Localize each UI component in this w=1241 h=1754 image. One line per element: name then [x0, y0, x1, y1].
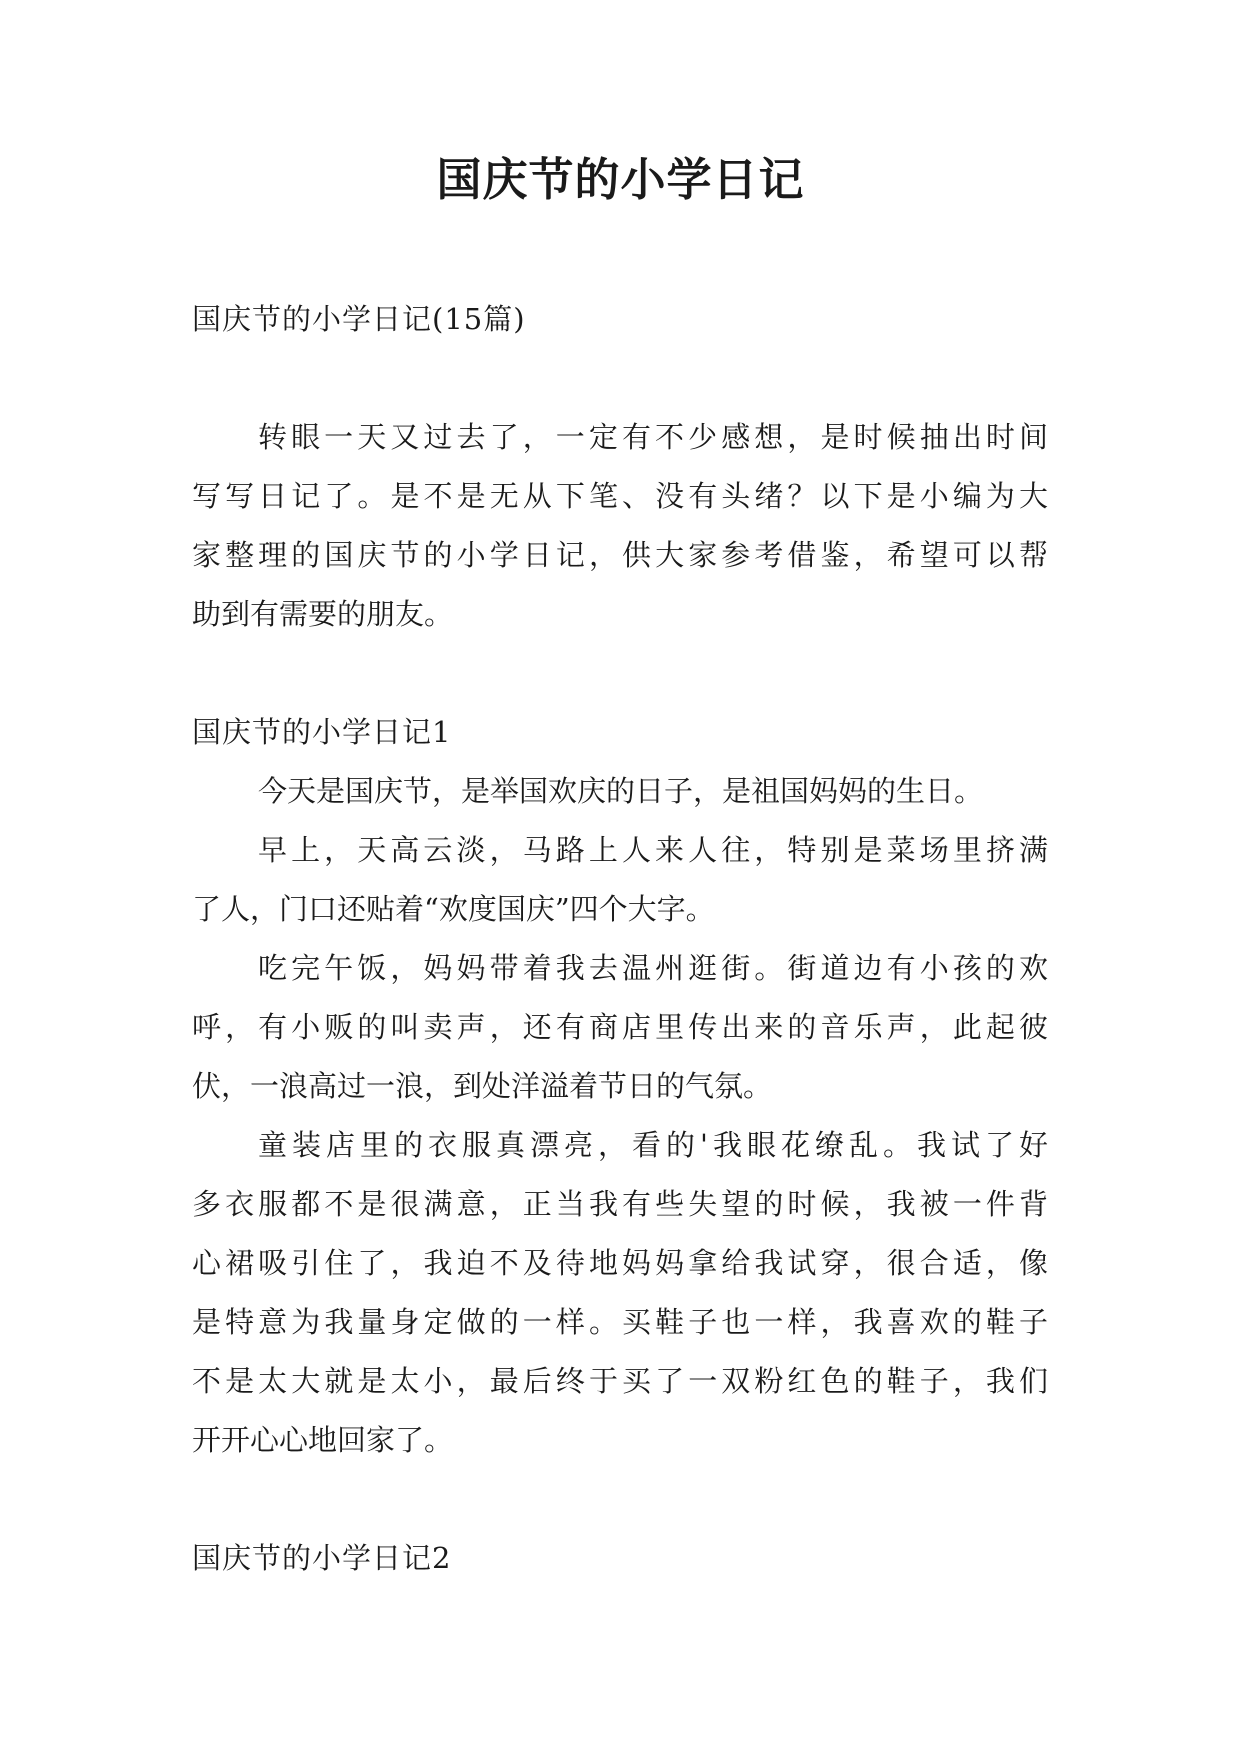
- paragraph-line: 了人，门口还贴着“欢度国庆”四个大字。: [192, 892, 715, 926]
- spacer: [192, 644, 1048, 703]
- intro-line: 家整理的国庆节的小学日记，供大家参考借鉴，希望可以帮: [192, 538, 1048, 572]
- paragraph: [192, 1116, 1048, 1470]
- paragraph: [192, 939, 1048, 1116]
- paragraph-line: 童装店里的衣服真漂亮，看的'我眼花缭乱。我试了好: [258, 1128, 1048, 1162]
- spacer: [192, 349, 1048, 408]
- paragraph-line: 今天是国庆节，是举国欢庆的日子，是祖国妈妈的生日。: [258, 774, 984, 808]
- diary-section-2: [192, 1529, 1048, 1588]
- paragraph: [192, 762, 1048, 821]
- spacer: [192, 1470, 1048, 1529]
- intro-line: 写写日记了。是不是无从下笔、没有头绪？以下是小编为大: [192, 479, 1048, 513]
- paragraph-line: 不是太大就是太小，最后终于买了一双粉红色的鞋子，我们: [192, 1364, 1048, 1398]
- document-body: [192, 290, 1048, 1588]
- intro-line: 转眼一天又过去了，一定有不少感想，是时候抽出时间: [258, 420, 1048, 454]
- intro-paragraph: [192, 408, 1048, 644]
- paragraph-line: 早上，天高云淡，马路上人来人往，特别是菜场里挤满: [258, 833, 1048, 867]
- paragraph-line: 心裙吸引住了，我迫不及待地妈妈拿给我试穿，很合适，像: [192, 1246, 1048, 1280]
- intro-line: 助到有需要的朋友。: [192, 597, 454, 631]
- paragraph-line: 伏，一浪高过一浪，到处洋溢着节日的气氛。: [192, 1069, 773, 1103]
- paragraph-line: 开开心心地回家了。: [192, 1423, 454, 1457]
- diary-section-1: [192, 703, 1048, 1470]
- paragraph-line: 呼，有小贩的叫卖声，还有商店里传出来的音乐声，此起彼: [192, 1010, 1048, 1044]
- document-title: 国庆节的小学日记: [436, 153, 805, 206]
- paragraph-line: 是特意为我量身定做的一样。买鞋子也一样，我喜欢的鞋子: [192, 1305, 1048, 1339]
- paragraph: [192, 821, 1048, 939]
- section-heading: 国庆节的小学日记2: [192, 1541, 452, 1575]
- paragraph-line: 多衣服都不是很满意，正当我有些失望的时候，我被一件背: [192, 1187, 1048, 1221]
- paragraph-line: 吃完午饭，妈妈带着我去温州逛街。街道边有小孩的欢: [258, 951, 1048, 985]
- section-heading: 国庆节的小学日记1: [192, 715, 452, 749]
- document-subtitle: 国庆节的小学日记(15篇): [192, 302, 526, 336]
